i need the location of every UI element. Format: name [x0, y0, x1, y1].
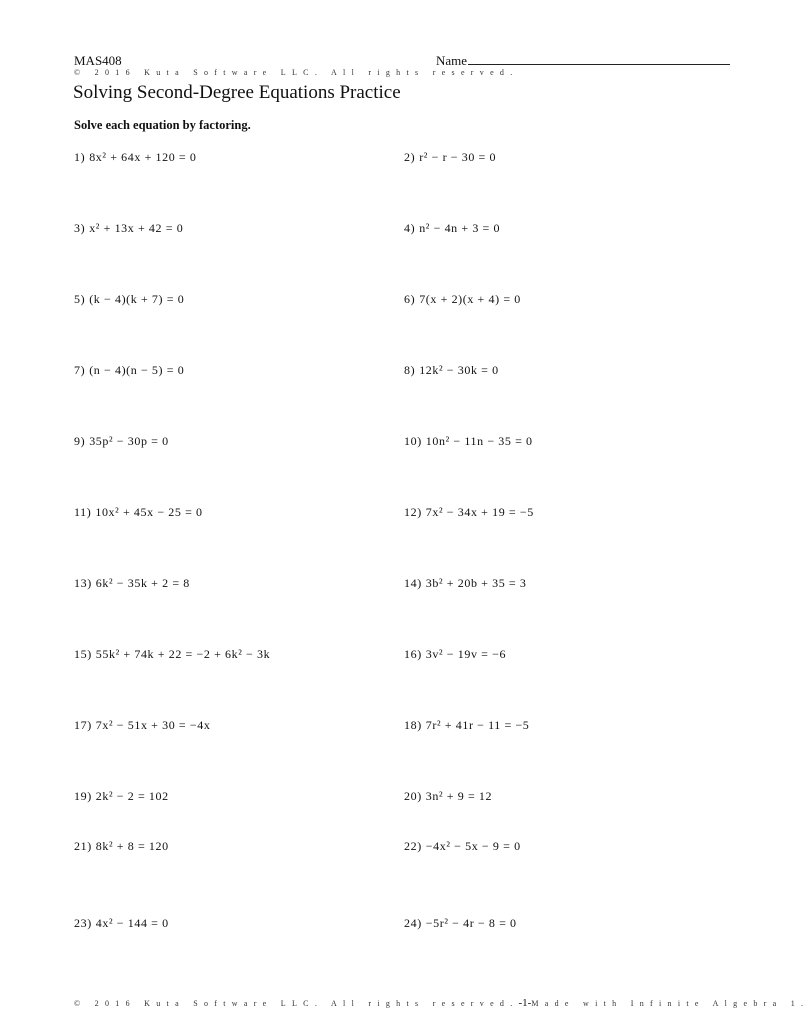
problem-number: 21) — [74, 839, 92, 853]
problem-number: 12) — [404, 505, 422, 519]
problem-item — [74, 292, 184, 307]
problem-equation: 3n² + 9 = 12 — [425, 789, 493, 803]
problem-number: 3) — [74, 221, 86, 235]
name-field[interactable] — [436, 53, 730, 69]
page-footer — [74, 997, 809, 1009]
problem-equation: (n − 4)(n − 5) = 0 — [89, 363, 185, 377]
problem-equation: 7r² + 41r − 11 = −5 — [425, 718, 530, 732]
problem-number: 17) — [74, 718, 92, 732]
problem-number: 1) — [74, 150, 86, 164]
problem-number: 24) — [404, 916, 422, 930]
problem-number: 20) — [404, 789, 422, 803]
problem-item — [74, 150, 197, 165]
problem-equation: 35p² − 30p = 0 — [89, 434, 169, 448]
problem-item — [74, 221, 183, 236]
problem-equation: 4x² − 144 = 0 — [95, 916, 169, 930]
problem-number: 7) — [74, 363, 86, 377]
problem-equation: 55k² + 74k + 22 = −2 + 6k² − 3k — [95, 647, 271, 661]
problem-item — [404, 505, 534, 520]
problem-item — [404, 839, 521, 854]
problem-equation: 12k² − 30k = 0 — [419, 363, 499, 377]
problem-item — [404, 434, 533, 449]
problem-item — [74, 718, 210, 733]
problem-equation: r² − r − 30 = 0 — [419, 150, 497, 164]
problem-number: 9) — [74, 434, 86, 448]
problem-item — [74, 647, 270, 662]
problem-item — [74, 434, 169, 449]
problem-item — [74, 576, 190, 591]
problem-number: 6) — [404, 292, 416, 306]
problem-number: 8) — [404, 363, 416, 377]
problem-item — [404, 292, 521, 307]
problem-item — [74, 363, 184, 378]
problem-equation: −5r² − 4r − 8 = 0 — [425, 916, 517, 930]
name-blank-line[interactable] — [468, 53, 730, 65]
problem-item — [404, 916, 517, 931]
problem-number: 5) — [74, 292, 86, 306]
problem-item — [74, 916, 169, 931]
problem-equation: n² − 4n + 3 = 0 — [419, 221, 501, 235]
problem-equation: −4x² − 5x − 9 = 0 — [425, 839, 521, 853]
problem-number: 2) — [404, 150, 416, 164]
problem-item — [74, 505, 203, 520]
problem-number: 10) — [404, 434, 422, 448]
problem-equation: (k − 4)(k + 7) = 0 — [89, 292, 185, 306]
problem-number: 13) — [74, 576, 92, 590]
problem-number: 19) — [74, 789, 92, 803]
problem-item — [74, 789, 169, 804]
copyright-notice: © 2016 Kuta Software LLC. All rights reserved. — [74, 68, 519, 77]
problem-equation: 7(x + 2)(x + 4) = 0 — [419, 292, 521, 306]
problem-equation: 8k² + 8 = 120 — [95, 839, 169, 853]
problem-equation: 8x² + 64x + 120 = 0 — [89, 150, 197, 164]
problem-equation: 3b² + 20b + 35 = 3 — [425, 576, 527, 590]
problem-item — [404, 789, 492, 804]
problem-number: 11) — [74, 505, 92, 519]
problem-number: 4) — [404, 221, 416, 235]
problem-item — [404, 221, 500, 236]
name-label: Name — [436, 53, 468, 68]
problem-item — [404, 718, 529, 733]
problem-equation: x² + 13x + 42 = 0 — [89, 221, 184, 235]
footer-copyright: © 2016 Kuta Software LLC. All rights reserved. — [74, 999, 519, 1008]
problem-item — [404, 150, 496, 165]
problem-number: 16) — [404, 647, 422, 661]
problem-equation: 7x² − 51x + 30 = −4x — [95, 718, 211, 732]
problem-number: 14) — [404, 576, 422, 590]
problem-equation: 6k² − 35k + 2 = 8 — [95, 576, 190, 590]
problem-number: 23) — [74, 916, 92, 930]
page-number: -1- — [518, 997, 532, 1009]
course-code: MAS408 — [74, 53, 122, 68]
problem-item — [404, 576, 527, 591]
problem-equation: 3v² − 19v = −6 — [425, 647, 507, 661]
problem-number: 15) — [74, 647, 92, 661]
problem-item — [404, 647, 506, 662]
page-title: Solving Second-Degree Equations Practice — [73, 82, 401, 103]
problem-item — [404, 363, 499, 378]
problem-item — [74, 839, 169, 854]
problem-equation: 10n² − 11n − 35 = 0 — [425, 434, 533, 448]
problem-number: 18) — [404, 718, 422, 732]
problem-equation: 2k² − 2 = 102 — [95, 789, 169, 803]
problem-number: 22) — [404, 839, 422, 853]
footer-made-with: Made with Infinite Algebra 1. — [531, 999, 809, 1008]
instructions: Solve each equation by factoring. — [74, 118, 251, 132]
problem-equation: 7x² − 34x + 19 = −5 — [425, 505, 534, 519]
problem-equation: 10x² + 45x − 25 = 0 — [95, 505, 203, 519]
